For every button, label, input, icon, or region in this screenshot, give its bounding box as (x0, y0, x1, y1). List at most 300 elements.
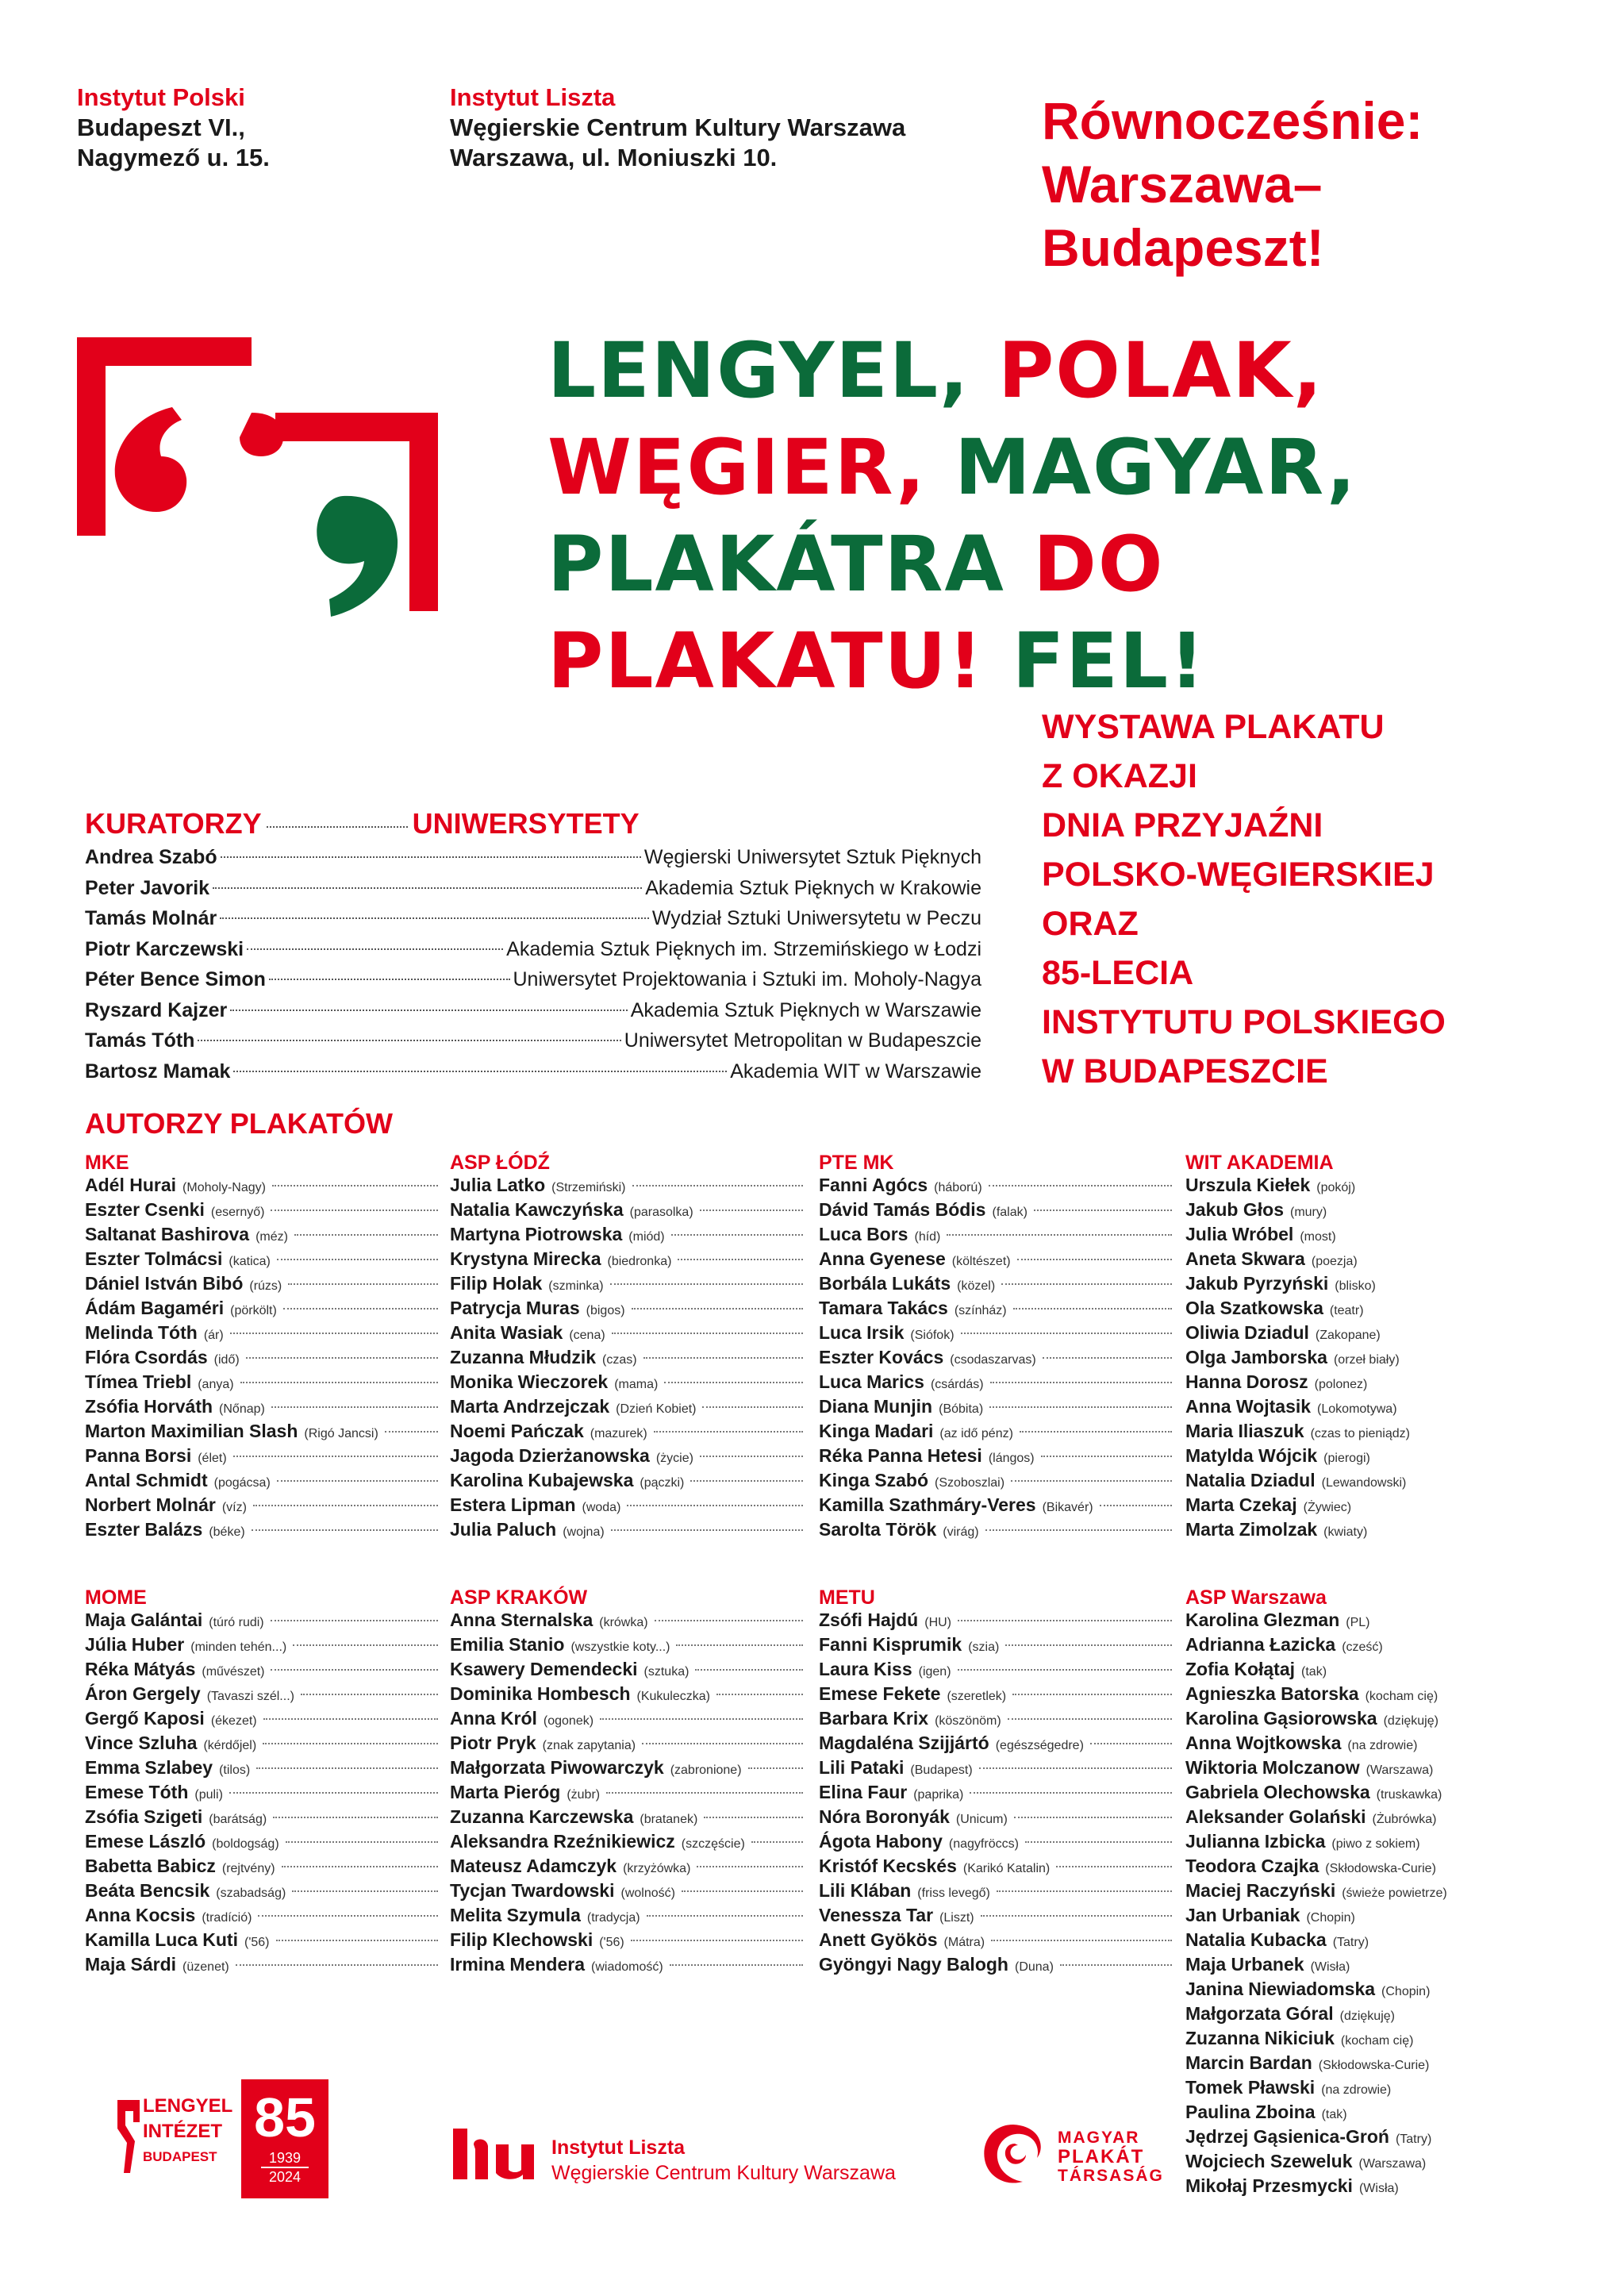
author-entry (1185, 1979, 1519, 2003)
author-name: Melita Szymula (450, 1905, 581, 1925)
author-name: Oliwia Dziadul (1185, 1322, 1309, 1343)
author-name: Ola Szatkowska (1185, 1298, 1323, 1318)
author-name: Monika Wieczorek (450, 1371, 609, 1392)
exhibition-line-8: W BUDAPESZCIE (1042, 1052, 1328, 1090)
lengyel-logo-line2: INTÉZET (143, 2121, 222, 2142)
poster-title: (Tatry) (1332, 1936, 1369, 1949)
author-name: Jakub Głos (1185, 1199, 1284, 1220)
poster-title: ('56) (599, 1936, 624, 1949)
entry-dots (233, 1456, 438, 1457)
entry-dots (271, 1620, 438, 1621)
poster-title: (bratanek) (640, 1813, 698, 1826)
author-entry (85, 1347, 438, 1371)
author-name: Kristóf Kecskés (819, 1856, 957, 1876)
poster-title: (Mátra) (943, 1936, 985, 1949)
entry-dots (277, 1480, 438, 1482)
author-name: Kamilla Luca Kuti (85, 1929, 238, 1950)
poster-title: (Dzień Kobiet) (616, 1402, 697, 1416)
author-entry (1185, 2151, 1519, 2175)
author-entry (85, 1371, 438, 1396)
entry-dots (990, 1382, 1172, 1383)
poster-title: (friss levegő) (917, 1886, 990, 1900)
author-entry (819, 1634, 1172, 1659)
author-entry (85, 1782, 438, 1806)
entry-dots (647, 1915, 803, 1917)
author-entry (450, 1659, 803, 1683)
poster-title: (Chopin) (1381, 1985, 1431, 1998)
author-name: Karolina Gąsiorowska (1185, 1708, 1377, 1729)
curator-dots (213, 887, 642, 889)
author-group-title: MKE (85, 1152, 129, 1174)
author-entry (85, 1954, 438, 1979)
poster-title: (pokój) (1316, 1181, 1356, 1194)
author-name: Aleksandra Rzeźnikiewicz (450, 1831, 675, 1852)
entry-dots (271, 1210, 438, 1211)
author-entry (85, 1248, 438, 1273)
author-entry (450, 1708, 803, 1733)
poster-title: (nagyfröccs) (948, 1837, 1019, 1851)
entry-dots (288, 1283, 438, 1285)
author-name: Emese Tóth (85, 1782, 189, 1802)
poster-title: (mama) (614, 1378, 659, 1391)
lengyel-logo-line1: LENGYEL (143, 2095, 233, 2117)
author-name: Karolina Glezman (1185, 1610, 1340, 1630)
author-entry (85, 1298, 438, 1322)
author-entry (819, 1396, 1172, 1421)
entry-dots (704, 1817, 803, 1818)
author-name: Zsófi Hajdú (819, 1610, 919, 1630)
author-name: Filip Holak (450, 1273, 543, 1294)
poster-title: (csárdás) (930, 1378, 984, 1391)
entry-dots (236, 1964, 438, 1966)
poster-title: (ogonek) (543, 1714, 594, 1728)
author-entry (450, 1929, 803, 1954)
author-group (819, 1586, 1172, 1979)
author-entry (1185, 1470, 1519, 1494)
author-name: Gabriela Olechowska (1185, 1782, 1370, 1802)
author-entry (85, 1634, 438, 1659)
curator-dots (233, 1071, 727, 1072)
poster-title: (anya) (198, 1378, 234, 1391)
author-group (1185, 1586, 1519, 2200)
author-entry (85, 1322, 438, 1347)
poster-title: (Warszawa) (1358, 2157, 1427, 2171)
curator-name: Piotr Karczewski (85, 937, 244, 960)
poster-title: (híd) (914, 1230, 941, 1244)
entry-dots (632, 1185, 804, 1186)
author-group (450, 1151, 803, 1544)
poster-title: (tradíció) (202, 1911, 252, 1925)
poster-title: (színház) (954, 1304, 1007, 1317)
author-name: Filip Klechowski (450, 1929, 593, 1950)
entry-dots (1034, 1210, 1172, 1211)
author-entry (1185, 2175, 1519, 2200)
curator-row (85, 938, 981, 968)
poster-title: (ár) (203, 1329, 224, 1342)
poster-title: (sztuka) (643, 1665, 690, 1679)
author-entry (450, 1880, 803, 1905)
author-group (450, 1586, 803, 1979)
author-name: Jędrzej Gąsienica-Groń (1185, 2126, 1389, 2147)
author-entry (450, 1470, 803, 1494)
poster-title: (zabronione) (670, 1763, 742, 1777)
author-entry (450, 1322, 803, 1347)
curator-name: Péter Bence Simon (85, 968, 266, 990)
anniversary-85-logo (241, 2079, 328, 2198)
entry-dots (716, 1694, 803, 1695)
entry-dots (697, 1866, 803, 1867)
poster-title: (Strzemiński) (551, 1181, 626, 1194)
poster-title: (Unicum) (955, 1813, 1008, 1826)
author-entry (85, 1757, 438, 1782)
entry-dots (631, 1940, 803, 1941)
poster-title: (woda) (582, 1501, 621, 1514)
poster-title: (orzeł biały) (1333, 1353, 1400, 1367)
author-name: Natalia Kubacka (1185, 1929, 1327, 1950)
curator-university: Akademia Sztuk Pięknych im. Strzemińskiego w Łodzi (506, 937, 981, 960)
author-name: Nóra Boronyák (819, 1806, 950, 1827)
exhibition-line-5: ORAZ (1042, 905, 1139, 943)
poster-title: (znak zapytania) (542, 1739, 636, 1752)
author-name: Wiktoria Molczanow (1185, 1757, 1360, 1778)
liszt-monogram-icon (450, 2124, 539, 2181)
entry-dots (1011, 1480, 1172, 1482)
author-entry (450, 1733, 803, 1757)
poster-title: (Wisła) (1310, 1960, 1350, 1974)
author-entry (819, 1224, 1172, 1248)
entry-dots (676, 1644, 803, 1646)
simultaneously-block (1042, 89, 1423, 279)
entry-dots (282, 1866, 438, 1867)
author-entry (1185, 1733, 1519, 1757)
entry-dots (1012, 1694, 1172, 1695)
poster-title: (bigos) (586, 1304, 625, 1317)
author-name: Melinda Tóth (85, 1322, 198, 1343)
entry-dots (985, 1529, 1172, 1531)
poster-title: (ékezet) (210, 1714, 257, 1728)
author-entry (819, 1856, 1172, 1880)
author-entry (819, 1905, 1172, 1929)
poster-title: (szia) (968, 1640, 1000, 1654)
title-magyar: MAGYAR, (955, 423, 1358, 512)
author-entry (85, 1683, 438, 1708)
author-name: Laura Kiss (819, 1659, 912, 1679)
author-entry (85, 1610, 438, 1634)
curator-row (85, 1029, 981, 1060)
curator-university: Uniwersytet Projektowania i Sztuki im. Moholy-Nagya (513, 968, 981, 990)
simultaneously-line-1: Równocześnie: (1042, 91, 1423, 150)
author-name: Sarolta Török (819, 1519, 937, 1540)
quote-marks-logo (77, 337, 442, 686)
author-entry (819, 1470, 1172, 1494)
curator-university: Akademia WIT w Warszawie (730, 1060, 981, 1083)
poster-title: (most) (1300, 1230, 1336, 1244)
author-entry (1185, 1708, 1519, 1733)
author-entry (819, 1175, 1172, 1199)
entry-dots (671, 1234, 803, 1236)
author-entry (85, 1880, 438, 1905)
author-name: Tomek Pławski (1185, 2077, 1316, 2098)
poster-title: (krzyżówka) (623, 1862, 691, 1875)
poster-title: (Moholy-Nagy) (182, 1181, 266, 1194)
poster-title: (az idő pénz) (939, 1427, 1013, 1440)
author-name: Julia Wróbel (1185, 1224, 1294, 1244)
author-entry (85, 1733, 438, 1757)
author-name: Vince Szluha (85, 1733, 198, 1753)
red-comma-mark (115, 407, 186, 512)
poster-title: (boldogság) (212, 1837, 279, 1851)
poster-title: (truskawka) (1376, 1788, 1442, 1802)
author-entry (85, 1175, 438, 1199)
poster-title: (Tavaszi szél...) (206, 1690, 294, 1703)
entry-dots (276, 1940, 439, 1941)
author-entry (1185, 1634, 1519, 1659)
author-entry (85, 1224, 438, 1248)
author-name: Adél Hurai (85, 1175, 177, 1195)
author-entry (85, 1421, 438, 1445)
exhibition-line-4: POLSKO-WĘGIERSKIEJ (1042, 856, 1435, 894)
poster-title: (Budapest) (910, 1763, 973, 1777)
lengyel-intezet-logo (113, 2094, 233, 2181)
author-name: Jan Urbaniak (1185, 1905, 1300, 1925)
author-entry (819, 1494, 1172, 1519)
curator-row (85, 907, 981, 937)
poster-title: (idő) (213, 1353, 240, 1367)
author-name: Saltanat Bashirova (85, 1224, 250, 1244)
header-left-label: Instytut Polski (77, 83, 245, 111)
poster-title: (wszystkie koty...) (570, 1640, 670, 1654)
mpt-line1: MAGYAR (1058, 2129, 1140, 2147)
liszt-logo (450, 2124, 539, 2181)
exhibition-line-3: DNIA PRZYJAŹNI (1042, 806, 1323, 844)
curator-dots (220, 917, 649, 919)
entry-dots (997, 1890, 1172, 1892)
author-entry (450, 1757, 803, 1782)
poster-title: (tradycja) (586, 1911, 640, 1925)
author-name: Marton Maximilian Slash (85, 1421, 298, 1441)
author-entry (1185, 1954, 1519, 1979)
author-entry (85, 1856, 438, 1880)
author-name: Réka Mátyás (85, 1659, 196, 1679)
entry-dots (690, 1480, 803, 1482)
entry-dots (958, 1620, 1172, 1621)
author-entry (450, 1224, 803, 1248)
poster-title: (żubr) (567, 1788, 601, 1802)
author-name: Paulina Zboina (1185, 2102, 1316, 2122)
author-name: Maria Iliaszuk (1185, 1421, 1304, 1441)
author-name: Lili Pataki (819, 1757, 905, 1778)
lengyel-logo-line3: BUDAPEST (143, 2149, 217, 2164)
exhibition-line-1: WYSTAWA PLAKATU (1042, 708, 1385, 746)
entry-dots (240, 1382, 438, 1383)
title-plakatra: PLAKÁTRA (547, 520, 1005, 609)
liszt-text-block (551, 2135, 896, 2186)
author-name: Aleksander Golański (1185, 1806, 1366, 1827)
author-entry (819, 1248, 1172, 1273)
poster-title: (esernyő) (210, 1206, 265, 1219)
curator-name: Tamás Tóth (85, 1029, 195, 1052)
author-name: Anna Król (450, 1708, 537, 1729)
author-name: Jakub Pyrzyński (1185, 1273, 1329, 1294)
poster-title: (krówka) (599, 1616, 648, 1629)
poster-title: (PL) (1346, 1616, 1370, 1629)
author-name: Matylda Wójcik (1185, 1445, 1318, 1466)
poster-title: (csodaszarvas) (950, 1353, 1036, 1367)
author-name: Julia Latko (450, 1175, 546, 1195)
author-entry (819, 1757, 1172, 1782)
poster-title: (üzenet) (182, 1960, 229, 1974)
author-entry (819, 1659, 1172, 1683)
poster-title: (virág) (943, 1525, 979, 1539)
poster-title: (cześć) (1342, 1640, 1383, 1654)
exhibition-line-2: Z OKAZJI (1042, 757, 1197, 795)
author-name: Kinga Szabó (819, 1470, 929, 1490)
author-entry (1185, 1248, 1519, 1273)
poster-title: (méz) (255, 1230, 288, 1244)
author-group-title: METU (819, 1586, 875, 1609)
poster-title: (czas to pieniądz) (1310, 1427, 1410, 1440)
poster-title: (Kukuleczka) (636, 1690, 710, 1703)
author-entry (1185, 1683, 1519, 1708)
entry-dots (612, 1333, 803, 1334)
poster-title: (polonez) (1314, 1378, 1368, 1391)
author-entry (1185, 1659, 1519, 1683)
author-name: Gergő Kaposi (85, 1708, 205, 1729)
author-name: Anna Kocsis (85, 1905, 196, 1925)
entry-dots (256, 1767, 438, 1769)
author-entry (819, 1683, 1172, 1708)
author-entry (1185, 1905, 1519, 1929)
poster-title: (biedronka) (607, 1255, 672, 1268)
author-name: Patrycja Muras (450, 1298, 580, 1318)
poster-title: (Zakopane) (1315, 1329, 1381, 1342)
author-name: Venessza Tar (819, 1905, 934, 1925)
curator-dots (247, 948, 503, 950)
author-entry (1185, 2003, 1519, 2028)
poster-title: (szeretlek) (947, 1690, 1007, 1703)
header-left-line2: Nagymező u. 15. (77, 144, 270, 171)
author-entry (819, 1421, 1172, 1445)
curator-name: Andrea Szabó (85, 846, 217, 868)
author-name: Natalia Kawczyńska (450, 1199, 624, 1220)
author-entry (450, 1856, 803, 1880)
entry-dots (230, 1333, 438, 1334)
entry-dots (272, 1185, 438, 1186)
poster-title: (dziękuję) (1383, 1714, 1439, 1728)
mpt-line2: PLAKÁT (1058, 2146, 1145, 2167)
author-entry (819, 1831, 1172, 1856)
entry-dots (253, 1505, 438, 1506)
author-entry (450, 1683, 803, 1708)
author-name: Adrianna Łazicka (1185, 1634, 1336, 1655)
poster-title: (teatr) (1329, 1304, 1364, 1317)
author-name: Júlia Huber (85, 1634, 185, 1655)
author-name: Janina Niewiadomska (1185, 1979, 1376, 1999)
author-name: Luca Bors (819, 1224, 908, 1244)
author-entry (1185, 1494, 1519, 1519)
curator-university: Akademia Sztuk Pięknych w Krakowie (645, 876, 981, 899)
author-entry (819, 1610, 1172, 1634)
author-group (85, 1151, 438, 1544)
author-group (1185, 1151, 1519, 1544)
author-name: Ágota Habony (819, 1831, 943, 1852)
author-entry (1185, 1831, 1519, 1856)
entry-dots (748, 1767, 803, 1769)
entry-dots (263, 1743, 438, 1744)
author-entry (85, 1659, 438, 1683)
entry-dots (702, 1406, 803, 1408)
author-name: Małgorzata Góral (1185, 2003, 1334, 2024)
header-middle-label: Instytut Liszta (450, 83, 616, 111)
poster-title: (pączki) (640, 1476, 685, 1490)
author-name: Fanni Kisprumik (819, 1634, 962, 1655)
poster-title: (Rigó Jancsi) (304, 1427, 378, 1440)
author-name: Marta Zimolzak (1185, 1519, 1318, 1540)
author-entry (1185, 1347, 1519, 1371)
entry-dots (678, 1259, 803, 1260)
poster-title: (lángos) (988, 1452, 1035, 1465)
author-entry (1185, 2102, 1519, 2126)
header-instytut-polski (77, 83, 270, 173)
author-entry (1185, 1421, 1519, 1445)
poster-title: (cena) (569, 1329, 605, 1342)
author-name: Olga Jamborska (1185, 1347, 1327, 1367)
author-name: Réka Panna Hetesi (819, 1445, 982, 1466)
poster-title: (Żywiec) (1303, 1501, 1352, 1514)
author-group-title: WIT AKADEMIA (1185, 1152, 1334, 1174)
poster-title: (Wisła) (1358, 2182, 1399, 2195)
author-name: Borbála Lukáts (819, 1273, 951, 1294)
author-group-title: ASP KRAKÓW (450, 1586, 588, 1609)
curator-university: Węgierski Uniwersytet Sztuk Pięknych (643, 846, 981, 868)
author-name: Martyna Piotrowska (450, 1224, 623, 1244)
author-entry (450, 1954, 803, 1979)
author-name: Hanna Dorosz (1185, 1371, 1308, 1392)
entry-dots (958, 1669, 1172, 1671)
curator-dots (230, 1010, 627, 1011)
entry-dots (627, 1505, 803, 1506)
header-middle-line2: Warszawa, ul. Moniuszki 10. (450, 144, 778, 171)
entry-dots (293, 1644, 438, 1646)
curators-heading-row (85, 808, 981, 840)
author-entry (85, 1905, 438, 1929)
author-entry (85, 1708, 438, 1733)
author-name: Elina Faur (819, 1782, 908, 1802)
entry-dots (751, 1841, 803, 1843)
author-name: Estera Lipman (450, 1494, 576, 1515)
author-entry (450, 1634, 803, 1659)
poster-title: (igen) (918, 1665, 951, 1679)
poster-title: (Duna) (1014, 1960, 1054, 1974)
poster-title: (blisko) (1335, 1279, 1376, 1293)
entry-dots (1001, 1283, 1172, 1285)
header-left-line1: Budapeszt VI., (77, 113, 245, 141)
author-name: Tímea Triebl (85, 1371, 192, 1392)
author-entry (85, 1519, 438, 1544)
author-entry (819, 1273, 1172, 1298)
author-name: Wojciech Szeweluk (1185, 2151, 1353, 2171)
author-group-title: MOME (85, 1586, 147, 1609)
author-entry (1185, 1371, 1519, 1396)
entry-dots (277, 1259, 438, 1260)
poster-title: (pierogi) (1323, 1452, 1370, 1465)
curator-dots (269, 979, 510, 980)
author-name: Anna Gyenese (819, 1248, 946, 1269)
author-entry (1185, 1806, 1519, 1831)
poster-title: (wiadomość) (591, 1960, 663, 1974)
author-name: Maja Sárdi (85, 1954, 177, 1975)
author-entry (1185, 1856, 1519, 1880)
